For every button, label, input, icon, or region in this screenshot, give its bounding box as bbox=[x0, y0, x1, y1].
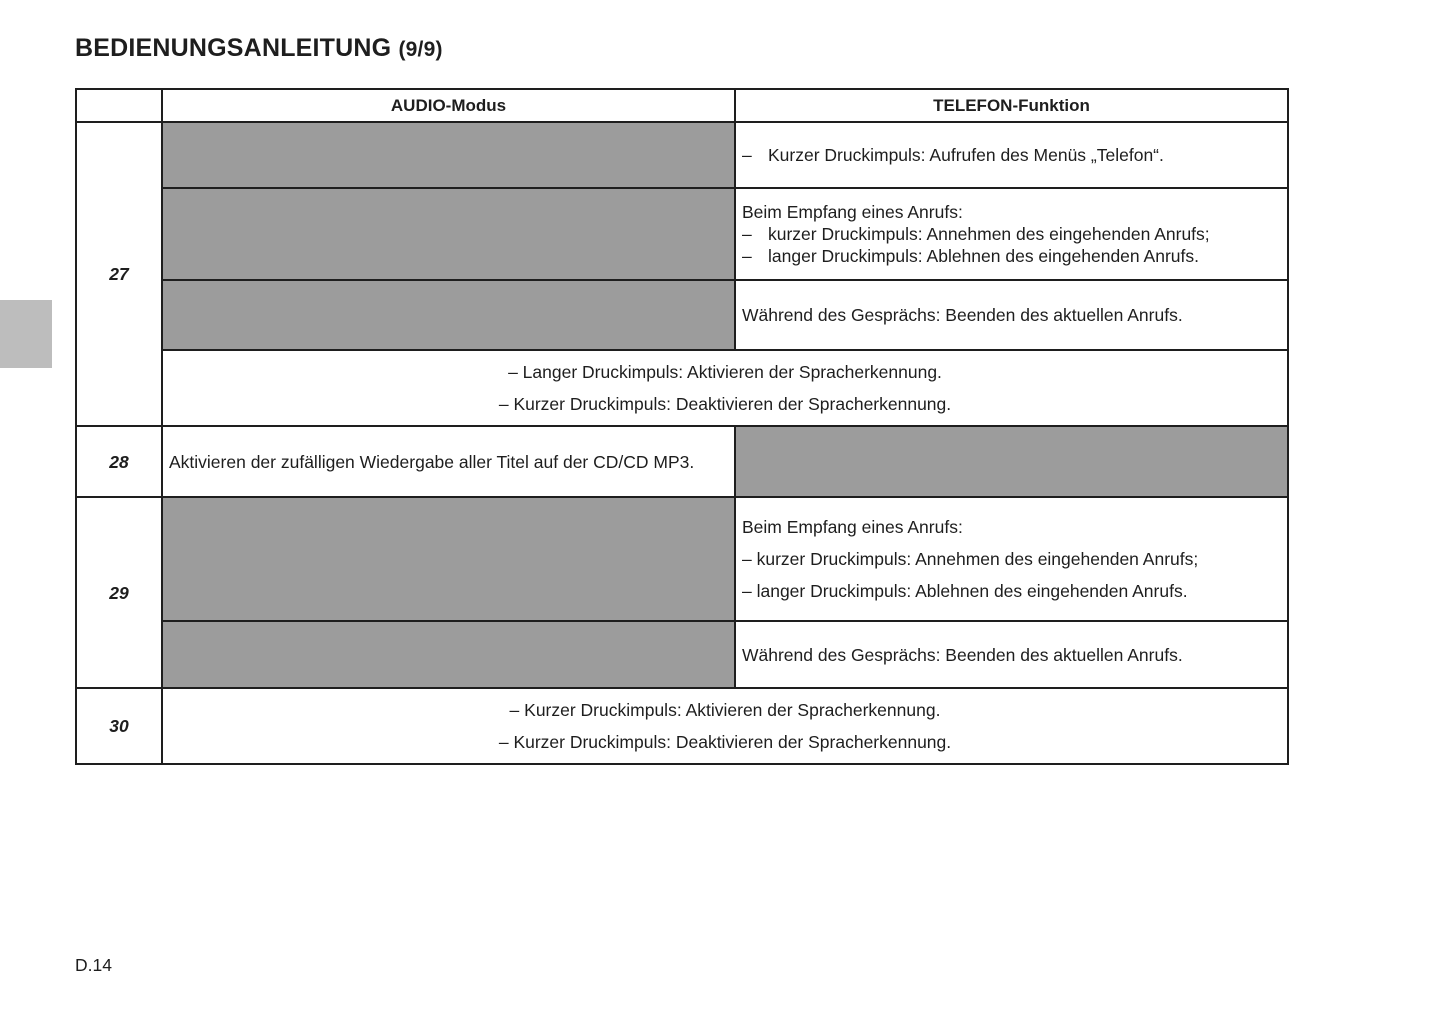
bullet-dash: – bbox=[742, 145, 752, 165]
header-audio: AUDIO-Modus bbox=[162, 89, 735, 122]
controls-table bbox=[75, 88, 1289, 765]
table-row-27d bbox=[76, 350, 1288, 426]
page-title-part: (9/9) bbox=[398, 38, 443, 61]
telefon-cell-27c: Während des Gesprächs: Beenden des aktuellen Anrufs. bbox=[735, 280, 1288, 350]
telefon-item-27b-1: kurzer Druckimpuls: Annehmen des eingehenden Anrufs; bbox=[768, 224, 1210, 244]
audio-cell-27c-empty bbox=[162, 280, 735, 350]
table-row-30 bbox=[76, 688, 1288, 764]
telefon-line-29a-1: Beim Empfang eines Anrufs: bbox=[742, 517, 963, 537]
table-row-27b bbox=[76, 188, 1288, 280]
telefon-cell-27b bbox=[735, 188, 1288, 280]
audio-cell-28: Aktivieren der zufälligen Wiedergabe aller Titel auf der CD/CD MP3. bbox=[162, 426, 735, 497]
page-title bbox=[75, 34, 443, 63]
telefon-cell-29b: Während des Gesprächs: Beenden des aktuellen Anrufs. bbox=[735, 621, 1288, 688]
side-tab-marker bbox=[0, 300, 52, 368]
span-line-30-1: – Kurzer Druckimpuls: Aktivieren der Spracherkennung. bbox=[509, 700, 941, 720]
table-row-28 bbox=[76, 426, 1288, 497]
row-number-29: 29 bbox=[76, 497, 162, 688]
audio-cell-27b-empty bbox=[162, 188, 735, 280]
audio-cell-27a-empty bbox=[162, 122, 735, 188]
telefon-cell-29a bbox=[735, 497, 1288, 621]
row-number-27: 27 bbox=[76, 122, 162, 426]
row-number-30: 30 bbox=[76, 688, 162, 764]
audio-cell-29a-empty bbox=[162, 497, 735, 621]
bullet-dash: – bbox=[742, 224, 752, 244]
page-title-main: BEDIENUNGSANLEITUNG bbox=[75, 34, 392, 62]
page-number: D.14 bbox=[75, 955, 112, 975]
table-header-row bbox=[76, 89, 1288, 122]
span-line-27d-2: – Kurzer Druckimpuls: Deaktivieren der Spracherkennung. bbox=[498, 394, 952, 414]
telefon-intro-27b: Beim Empfang eines Anrufs: bbox=[742, 202, 963, 222]
row-number-28: 28 bbox=[76, 426, 162, 497]
span-line-27d-1: – Langer Druckimpuls: Aktivieren der Spracherkennung. bbox=[508, 362, 942, 382]
audio-cell-29b-empty bbox=[162, 621, 735, 688]
span-line-30-2: – Kurzer Druckimpuls: Deaktivieren der Spracherkennung. bbox=[498, 732, 952, 752]
telefon-cell-27a bbox=[735, 122, 1288, 188]
telefon-text-27a: Kurzer Druckimpuls: Aufrufen des Menüs „Telefon“. bbox=[768, 145, 1164, 165]
header-number bbox=[76, 89, 162, 122]
header-telefon: TELEFON-Funktion bbox=[735, 89, 1288, 122]
table-row-29b bbox=[76, 621, 1288, 688]
bullet-dash: – bbox=[742, 246, 752, 266]
span-cell-27d bbox=[162, 350, 1288, 426]
telefon-cell-28-empty bbox=[735, 426, 1288, 497]
telefon-line-29a-3: – langer Druckimpuls: Ablehnen des eingehenden Anrufs. bbox=[742, 581, 1188, 601]
telefon-line-29a-2: – kurzer Druckimpuls: Annehmen des eingehenden Anrufs; bbox=[742, 549, 1199, 569]
table-row-27c bbox=[76, 280, 1288, 350]
table-row-27a bbox=[76, 122, 1288, 188]
table-row-29a bbox=[76, 497, 1288, 621]
span-cell-30 bbox=[162, 688, 1288, 764]
telefon-item-27b-2: langer Druckimpuls: Ablehnen des eingehenden Anrufs. bbox=[768, 246, 1199, 266]
